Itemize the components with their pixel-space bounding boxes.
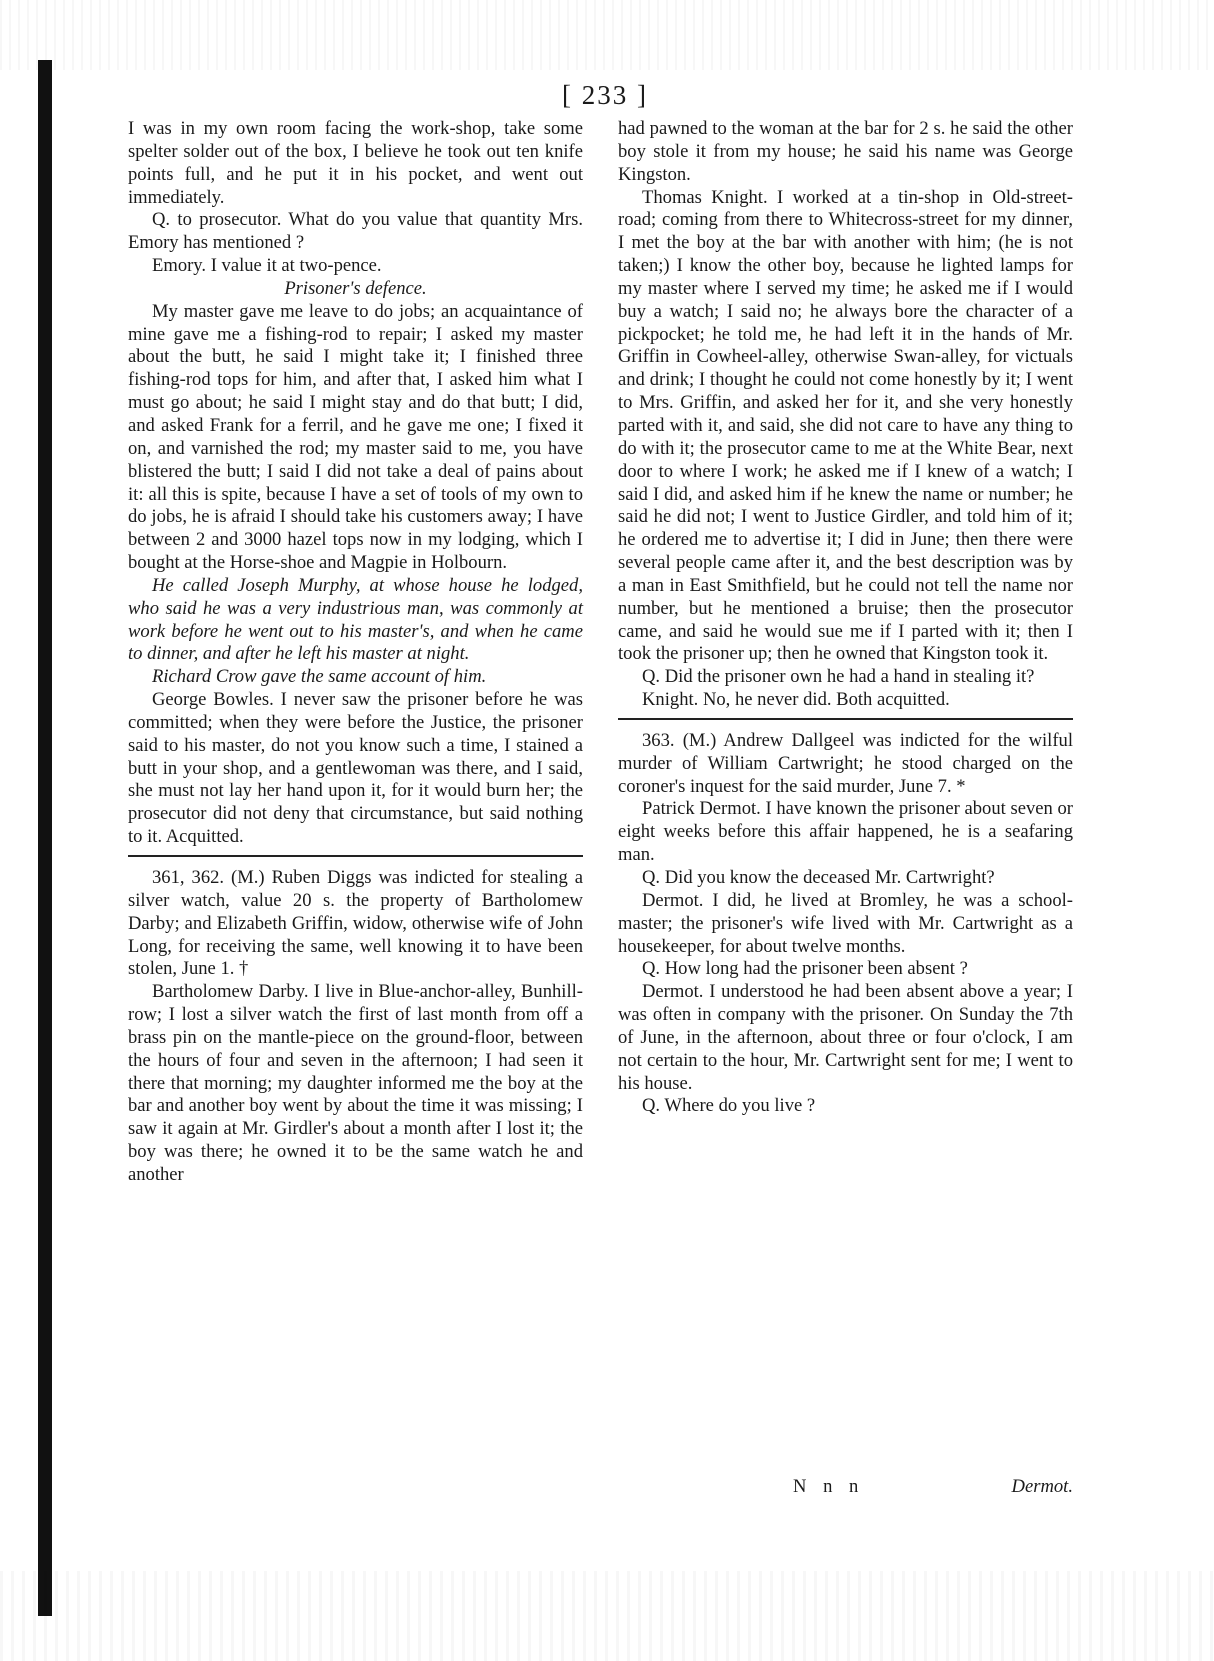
paragraph: Thomas Knight. I worked at a tin-shop in Old-street-road; coming from there to Whitecross-street for my dinner, I met the boy at the bar with another with him; (he is not taken;) I know the other boy, because he lighted lamps for my master where I served my time; he asked me if I would buy a watch; I said no; he always bore the character of a pickpocket; he told me, he had left it in the hands of Mr. Griffin in Cowheel-alley, otherwise Swan-alley, for victuals and drink; I thought he could not come honestly by it; I went to Mrs. Griffin, and asked her for it, and she very honestly parted with it, and said, she did not care to have any thing to do with it; the prosecutor came to me at the White Bear, next door to where I work; he asked me if I knew of a watch; I said I did, and asked him if he knew the name or number; he said he did not; I went to Justice Girdler, and told him of it; he ordered me to advertise it; I did in June; then there were several people came after it, and the best description was by a man in East Smithfield, but he could not tell the name nor number, but he mentioned a bruise; then the prosecutor came, and said he would sue me if I parted with it; then I took the prisoner up; then he owned that Kingston took it. xyxy=(618,186,1073,665)
case-divider xyxy=(128,855,583,857)
paragraph: Q. How long had the prisoner been absent ? xyxy=(642,958,968,980)
paragraph: Patrick Dermot. I have known the prisoner about seven or eight weeks before this affair happened, he is a seafaring man. xyxy=(618,798,1073,866)
paragraph: Emory. I value it at two-pence. xyxy=(152,255,382,277)
binding-shadow xyxy=(38,60,52,1616)
paragraph: Knight. No, he never did. Both acquitted. xyxy=(642,689,950,711)
paragraph: Richard Crow gave the same account of him. xyxy=(152,666,487,688)
paragraph: Q. to prosecutor. What do you value that quantity Mrs. Emory has mentioned ? xyxy=(128,209,583,254)
case-divider xyxy=(618,718,1073,720)
paragraph: Q. Did you know the deceased Mr. Cartwright? xyxy=(642,867,995,888)
right-column xyxy=(618,118,1073,1118)
paragraph: Q. Where do you live ? xyxy=(642,1095,816,1117)
paragraph: He called Joseph Murphy, at whose house he lodged, who said he was a very industrious man, was commonly at work before he went out to his master's, and when he came to dinner, and after he left his master at night. xyxy=(128,574,583,665)
paragraph: 361, 362. (M.) Ruben Diggs was indicted for stealing a silver watch, value 20 s. the property of Bartholomew Darby; and Elizabeth Griffin, widow, otherwise wife of John Long, for receiving the same, well knowing it to have been stolen, June 1. † xyxy=(128,867,583,980)
paragraph: George Bowles. I never saw the prisoner before he was committed; when they were before the Justice, the prisoner said to his master, do not you know such a time, I stained a butt in your shop, and a gentlewoman was there, and I said, she must not lay her hand upon it, for it would burn her; the prosecutor did not deny that circumstance, but said nothing to it. Acquitted. xyxy=(128,689,583,848)
scan-bottom-margin xyxy=(0,1571,1214,1661)
paragraph: Bartholomew Darby. I live in Blue-anchor-alley, Bunhill-row; I lost a silver watch the first of last month from off a brass pin on the mantle-piece on the ground-floor, between the hours of four and seven in the afternoon; I had seen it there that morning; my daughter informed me the boy at the bar and another boy went by about the time it was missing; I saw it again at Mr. Girdler's about a month after I lost it; the boy was there; he owned it to be the same watch he and another xyxy=(128,981,583,1185)
paragraph: Q. Did the prisoner own he had a hand in stealing it? xyxy=(642,666,1035,688)
page-number: [ 233 ] xyxy=(562,80,648,110)
catchword: Dermot. xyxy=(1011,1476,1073,1497)
section-heading: Prisoner's defence. xyxy=(284,277,427,299)
signature-mark: N n n xyxy=(793,1476,865,1497)
paragraph: I was in my own room facing the work-shop, take some spelter solder out of the box, I believe he took out ten knife points full, and he put it in his pocket, and went out immediately. xyxy=(128,118,583,208)
paragraph: My master gave me leave to do jobs; an acquaintance of mine gave me a fishing-rod to repair; I asked my master about the butt, he said I might take it; I finished three fishing-rod tops for him, and after that, I asked him what I must go about; he said I might stay and do that butt; I did, and asked Frank for a ferril, and he gave me one; I fixed it on, and varnished the rod; my master said to me, you have blistered the butt; I said I did not take a deal of pains about it: all this is spite, because I have a set of tools of my own to do jobs, he is afraid I should take his customers away; I have between 2 and 3000 hazel tops now in my lodging, which I bought at the Horse-shoe and Magpie in Holbourn. xyxy=(128,300,583,574)
paragraph: Dermot. I did, he lived at Bromley, he was a school-master; the prisoner's wife lived with Mr. Cartwright as a housekeeper, for about twelve months. xyxy=(618,889,1073,957)
left-column xyxy=(128,118,583,1187)
scan-top-margin xyxy=(0,0,1214,70)
paragraph: 363. (M.) Andrew Dallgeel was indicted for the wilful murder of William Cartwright; he stood charged on the coroner's inquest for the said murder, June 7. * xyxy=(618,729,1073,797)
paragraph: had pawned to the woman at the bar for 2 s. he said the other boy stole it from my house; he said his name was George Kingston. xyxy=(618,118,1073,185)
paragraph: Dermot. I understood he had been absent above a year; I was often in company with the prisoner. On Sunday the 7th of June, in the afternoon, about three or four o'clock, I am not certain to the hour, Mr. Cartwright sent for me; I went to his house. xyxy=(618,981,1073,1094)
